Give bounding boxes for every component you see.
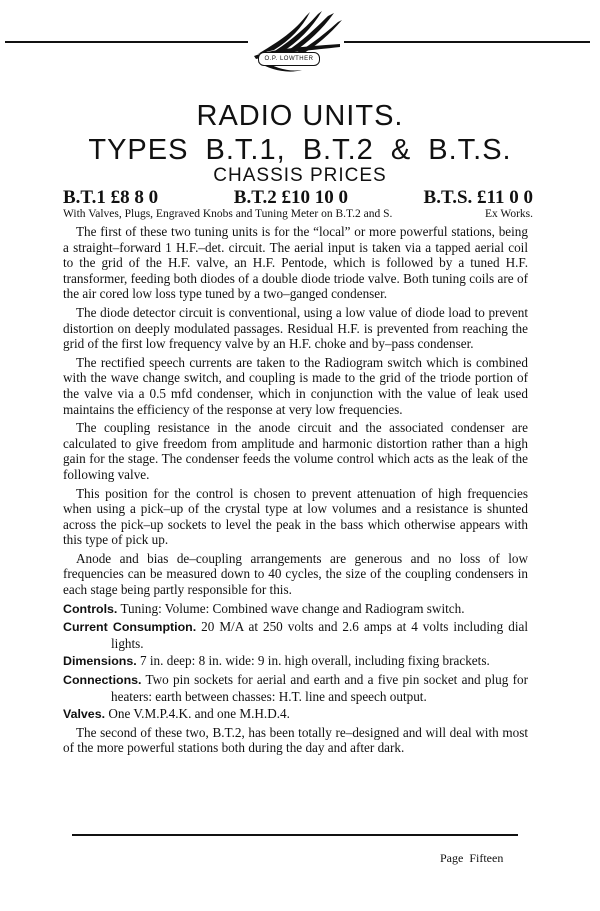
spec-text: Tuning: Volume: Combined wave change and Radiogram switch. xyxy=(120,600,465,616)
page-title: RADIO UNITS. xyxy=(196,100,404,132)
spec-text: 7 in. deep: 8 in. wide: 9 in. high overall, including fixing brackets. xyxy=(139,653,490,669)
paragraph: This position for the control is chosen to prevent attenuation of high frequencies when using a pick–up of the crystal type at low volumes and a resistance is shunted across the pick–up sockets to level the peak in the bass which otherwise appears with this type of pick up. xyxy=(63,485,528,548)
price-note xyxy=(63,207,533,221)
spec-controls xyxy=(63,601,528,618)
spec-text: 20 M/A at 250 volts and 2.6 amps at 4 volts including dial lights. xyxy=(111,619,528,651)
footer-rule xyxy=(72,834,518,836)
price-note-terms: Ex Works. xyxy=(484,208,533,220)
price-row xyxy=(63,187,533,209)
paragraph: The diode detector circuit is conventional, using a low value of diode load to prevent distortion on deeply modulated passages. Residual H.F. is prevented from reaching the grid of the first low frequency valve by an H.F. choke and by–pass condenser. xyxy=(63,304,528,352)
spec-connections xyxy=(63,672,528,704)
price-note-inclusions: With Valves, Plugs, Engraved Knobs and Tuning Meter on B.T.2 and S. xyxy=(63,208,393,220)
winged-logo-icon xyxy=(244,4,348,78)
spec-label: Connections. xyxy=(63,673,142,688)
spec-label: Valves. xyxy=(63,707,106,722)
paragraph: The coupling resistance in the anode circuit and the associated condenser are calculated to give freedom from amplitude and harmonic distortion rather than a high gain for the stage. The condenser feeds the volume control which acts as the leak of the following valve. xyxy=(63,420,528,482)
paragraph: The rectified speech currents are taken to the Radiogram switch which is combined with the wave change switch, and coupling is made to the grid of the triode portion of the valve via a 0.5 mfd condenser, which in conjunction with the value of leak used maintains the efficiency of the response at very low frequencies. xyxy=(63,354,528,417)
types-heading: TYPES B.T.1, B.T.2 & B.T.S. xyxy=(88,134,512,166)
spec-label: Current Consumption. xyxy=(63,620,197,635)
logo-brand-label: O.P. LOWTHER xyxy=(258,52,320,66)
closing-paragraph: The second of these two, B.T.2, has been totally re–designed and will deal with most of the more powerful stations both during the day and after dark. xyxy=(63,724,528,756)
spec-text: Two pin sockets for aerial and earth and a five pin socket and plug for heaters: earth between chasses: H.T. line and speech output. xyxy=(111,672,528,704)
price-bts: B.T.S. £11 0 0 xyxy=(423,187,533,208)
page-number: Page Fifteen xyxy=(440,851,504,865)
spec-label: Controls. xyxy=(63,601,118,616)
spec-text: One V.M.P.4.K. and one M.H.D.4. xyxy=(108,706,290,722)
header-rule-right xyxy=(344,41,590,43)
spec-current-consumption xyxy=(63,619,528,651)
chassis-prices-heading: CHASSIS PRICES xyxy=(213,165,387,186)
price-bt1: B.T.1 £8 8 0 xyxy=(63,187,159,208)
paragraph: Anode and bias de–coupling arrangements are generous and no loss of low frequencies can be measured down to 40 cycles, the size of the coupling condensers in each stage being partly responsible for this. xyxy=(63,550,528,598)
price-bt2: B.T.2 £10 10 0 xyxy=(233,187,348,208)
body-text xyxy=(63,224,528,759)
spec-label: Dimensions. xyxy=(63,654,137,669)
paragraph: The first of these two tuning units is for the “local” or more powerful stations, being a straight–forward 1 H.F.–det. circuit. The aerial input is taken via a tapped aerial coil to the grid of the H.F. valve, an H.F. Pentode, which is followed by a tuned H.F. transformer, feeding both diodes of a double diode triode valve. Both tuning coils are of the air cored low loss type tuned by a two–ganged condenser. xyxy=(63,224,528,302)
header-rule-left xyxy=(5,41,248,43)
spec-dimensions xyxy=(63,653,528,670)
spec-valves xyxy=(63,706,528,723)
